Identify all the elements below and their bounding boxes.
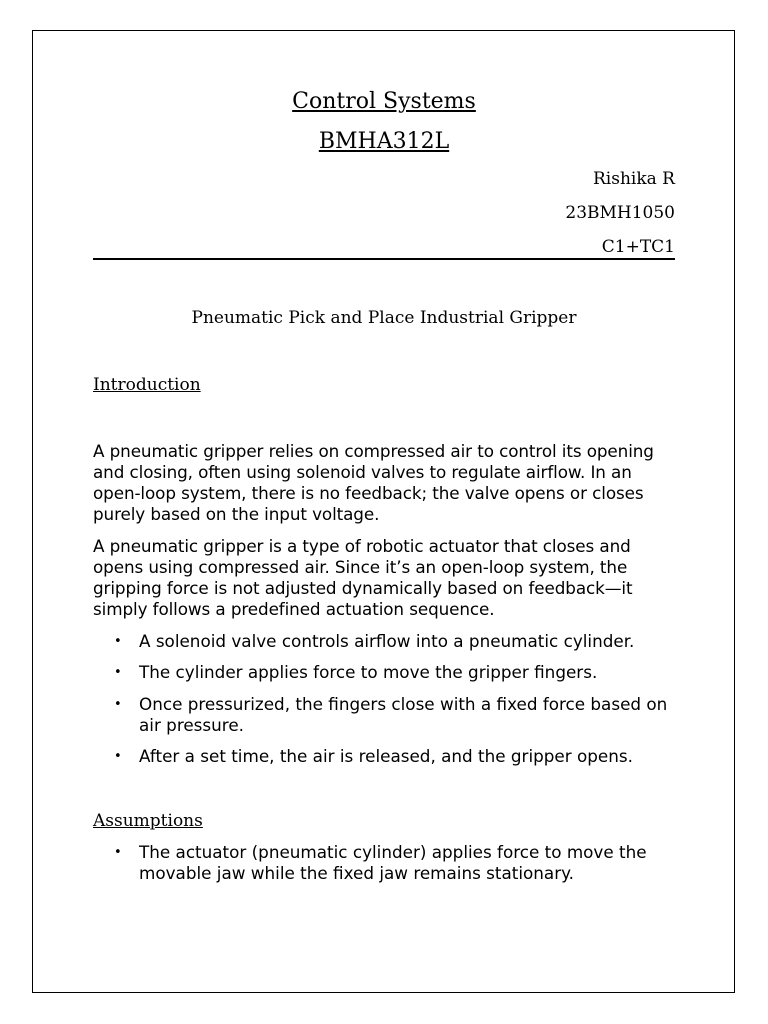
list-item-text: Once pressurized, the fingers close with a fixed force based on air pressure. [139, 694, 668, 735]
student-name: Rishika R [593, 169, 675, 189]
bullet-icon: • [114, 665, 122, 680]
bullet-icon: • [114, 749, 122, 764]
course-code: BMHA312L [318, 129, 450, 154]
student-id: 23BMH1050 [565, 203, 675, 223]
bullet-icon: • [114, 845, 122, 860]
slot-label: C1+TC1 [601, 237, 675, 257]
list-item-text: A solenoid valve controls airflow into a pneumatic cylinder. [139, 631, 635, 651]
bullet-icon: • [114, 634, 122, 649]
document-title: Pneumatic Pick and Place Industrial Gripper [191, 308, 577, 328]
list-item-text: After a set time, the air is released, and the gripper opens. [139, 746, 633, 766]
assumptions-heading: Assumptions [93, 811, 203, 831]
introduction-heading: Introduction [93, 375, 201, 395]
intro-paragraph-1: A pneumatic gripper relies on compressed air to control its opening and closing, often using solenoid valves to regulate airflow. In an open-loop system, there is no feedback; the valve opens or closes purely based on the input voltage. [93, 441, 654, 524]
header-divider [93, 258, 675, 260]
intro-paragraph-2: A pneumatic gripper is a type of robotic actuator that closes and opens using compressed air. Since it’s an open-loop system, the gripping force is not adjusted dynamically based on feedback—it simply follows a predefined actuation sequence. [93, 536, 633, 619]
bullet-icon: • [114, 697, 122, 712]
list-item-text: The cylinder applies force to move the gripper fingers. [139, 662, 598, 682]
list-item-text: The actuator (pneumatic cylinder) applies force to move the movable jaw while the fixed jaw remains stationary. [139, 842, 647, 883]
course-title: Control Systems [292, 89, 476, 114]
